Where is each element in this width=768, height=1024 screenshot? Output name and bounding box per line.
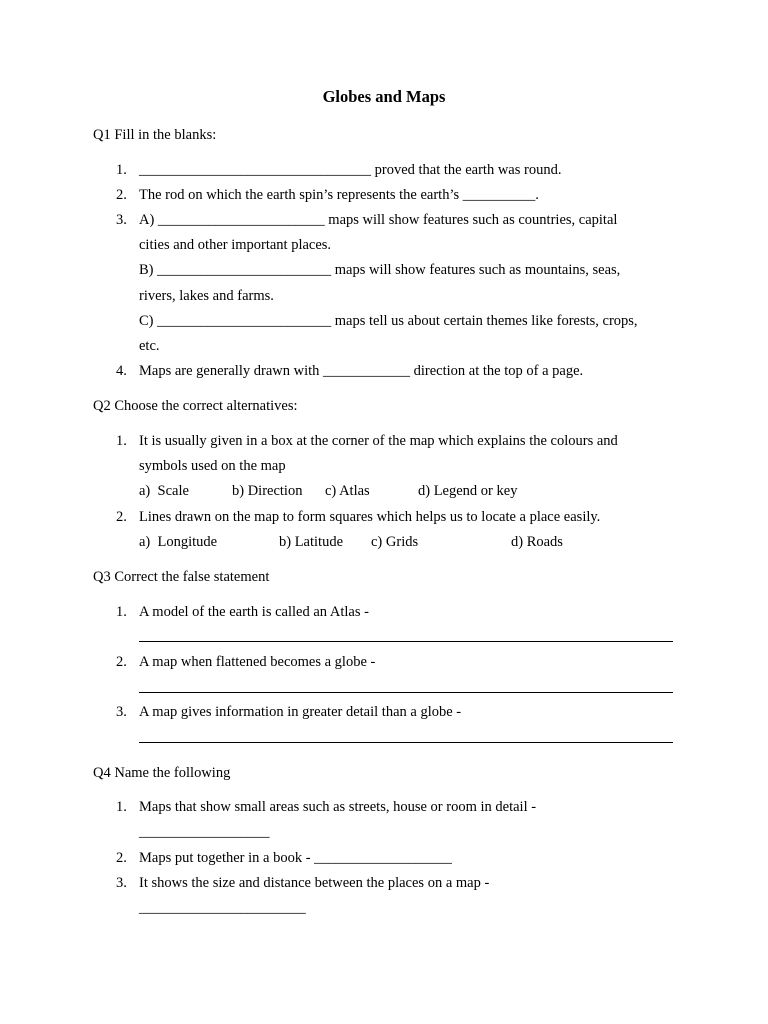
- q3-item-3-text: A map gives information in greater detail than a globe -: [139, 704, 462, 720]
- q2-item-1-option-a: a) Scale: [139, 483, 189, 499]
- q2-item-2-option-d: d) Roads: [511, 534, 563, 550]
- q4-item-3-text: It shows the size and distance between the places on a map -: [139, 875, 490, 891]
- q4-heading: Q4 Name the following: [93, 765, 231, 781]
- q1-item-4-number: 4.: [116, 363, 127, 379]
- q3-item-3-answer-line[interactable]: [139, 742, 673, 743]
- q2-item-1-option-c: c) Atlas: [325, 483, 370, 499]
- q2-item-2-text: Lines drawn on the map to form squares which helps us to locate a place easily.: [139, 509, 601, 525]
- q1-item-3-number: 3.: [116, 212, 127, 228]
- q1-item-3a-text-cont: cities and other important places.: [139, 237, 332, 253]
- q1-item-2-number: 2.: [116, 187, 127, 203]
- q1-item-3c-text: C) ________________________ maps tell us about certain themes like forests, crops,: [139, 313, 638, 329]
- q1-item-3c-text-cont: etc.: [139, 338, 160, 354]
- q1-item-4-text: Maps are generally drawn with ____________ direction at the top of a page.: [139, 363, 584, 379]
- q3-item-2-answer-line[interactable]: [139, 692, 673, 693]
- q2-item-2-option-c: c) Grids: [371, 534, 419, 550]
- q4-item-1-number: 1.: [116, 799, 127, 815]
- q3-heading: Q3 Correct the false statement: [93, 569, 270, 585]
- q1-item-2-text: The rod on which the earth spin’s represents the earth’s __________.: [139, 187, 539, 203]
- q4-item-2-number: 2.: [116, 850, 127, 866]
- q1-item-1-text: ________________________________ proved that the earth was round.: [139, 162, 562, 178]
- q3-item-3-number: 3.: [116, 704, 127, 720]
- q2-item-2-option-b: b) Latitude: [279, 534, 344, 550]
- q3-item-2-number: 2.: [116, 654, 127, 670]
- q3-item-1-answer-line[interactable]: [139, 641, 673, 642]
- q4-item-3-answer-blank[interactable]: _______________________: [139, 900, 306, 916]
- q4-item-2-text: Maps put together in a book - ___________________: [139, 850, 452, 866]
- q1-heading: Q1 Fill in the blanks:: [93, 127, 217, 143]
- q2-item-1-option-d: d) Legend or key: [418, 483, 518, 499]
- q2-item-1-number: 1.: [116, 433, 127, 449]
- q4-item-3-number: 3.: [116, 875, 127, 891]
- q2-item-1-text: It is usually given in a box at the corner of the map which explains the colours and: [139, 433, 618, 449]
- q1-item-3b-text-cont: rivers, lakes and farms.: [139, 288, 274, 304]
- page-title: Globes and Maps: [322, 87, 446, 106]
- q2-item-1-text-cont: symbols used on the map: [139, 458, 286, 474]
- q4-item-1-answer-blank[interactable]: __________________: [139, 824, 270, 840]
- q1-item-3b-text: B) ________________________ maps will show features such as mountains, seas,: [139, 262, 621, 278]
- q2-heading: Q2 Choose the correct alternatives:: [93, 398, 298, 414]
- q4-item-1-text: Maps that show small areas such as streets, house or room in detail -: [139, 799, 537, 815]
- q1-item-1-number: 1.: [116, 162, 127, 178]
- q1-item-3a-text: A) _______________________ maps will show features such as countries, capital: [139, 212, 618, 228]
- q3-item-1-text: A model of the earth is called an Atlas -: [139, 604, 369, 620]
- q2-item-2-option-a: a) Longitude: [139, 534, 218, 550]
- q3-item-2-text: A map when flattened becomes a globe -: [139, 654, 376, 670]
- q2-item-2-number: 2.: [116, 509, 127, 525]
- q3-item-1-number: 1.: [116, 604, 127, 620]
- q2-item-1-option-b: b) Direction: [232, 483, 303, 499]
